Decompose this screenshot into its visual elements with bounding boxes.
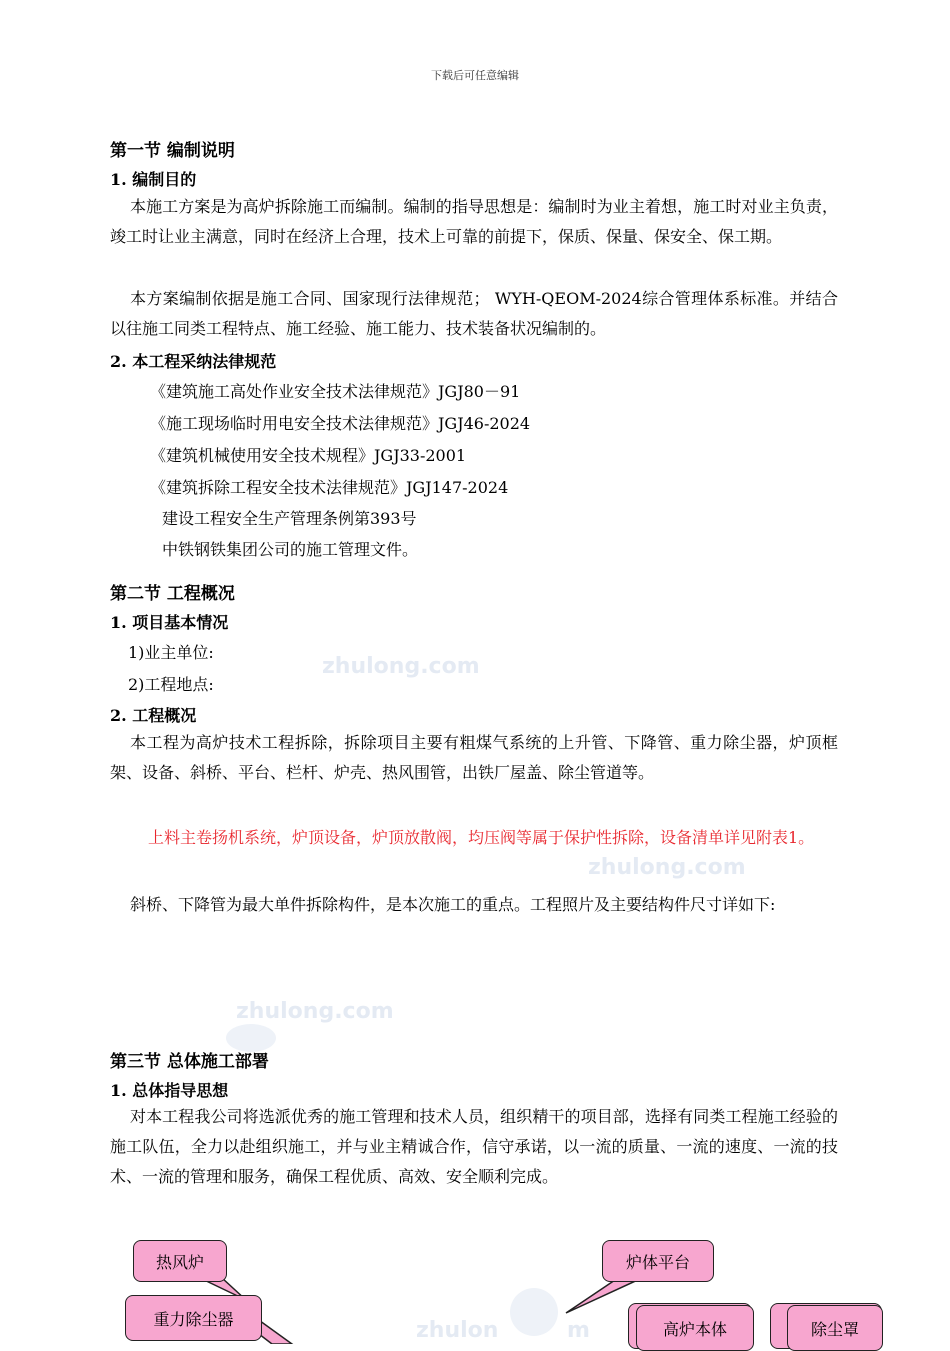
law-item: 中铁钢铁集团公司的施工管理文件。 bbox=[162, 540, 419, 559]
callout-label: 高炉本体 bbox=[662, 1319, 727, 1339]
section-title: 第三节 总体施工部署 bbox=[110, 1052, 269, 1072]
callout-label: 除尘罩 bbox=[810, 1319, 859, 1339]
law-item: 《建筑拆除工程安全技术法律规范》JGJ147-2024 bbox=[150, 478, 509, 497]
subsection-title: 2. 工程概况 bbox=[110, 706, 197, 725]
callout-furnace-platform bbox=[602, 1240, 714, 1282]
highlight-paragraph: 上料主卷扬机系统，炉顶设备，炉顶放散阀，均压阀等属于保护性拆除，设备清单详见附表1。 bbox=[148, 828, 815, 847]
page-header: 下载后可任意编辑 bbox=[431, 69, 519, 82]
paragraph: 本施工方案是为高炉拆除施工而编制。编制的指导思想是：编制时为业主着想，施工时对业主负责，竣工时让业主满意，同时在经济上合理，技术上可靠的前提下，保质、保量、保安全、保工期。 bbox=[110, 197, 838, 246]
law-item: 建设工程安全生产管理条例第393号 bbox=[162, 509, 417, 528]
paragraph: 对本工程我公司将选派优秀的施工管理和技术人员，组织精干的项目部，选择有同类工程施工经验的施工队伍，全力以赴组织施工，并与业主精诚合作，信守承诺，以一流的质量、一流的速度、一流的技术、一流的管理和服务，确保工程优质、高效、安全顺利完成。 bbox=[110, 1107, 838, 1186]
info-item: 2)工程地点: bbox=[128, 675, 214, 694]
watermark: zhulong.com bbox=[588, 855, 746, 880]
law-item: 《建筑施工高处作业安全技术法律规范》JGJ80－91 bbox=[150, 382, 521, 401]
callout-label: 热风炉 bbox=[155, 1252, 204, 1272]
subsection-title: 1. 总体指导思想 bbox=[110, 1081, 229, 1100]
law-item: 《施工现场临时用电安全技术法律规范》JGJ46-2024 bbox=[150, 414, 531, 433]
subsection-title: 1. 项目基本情况 bbox=[110, 613, 229, 632]
paragraph: 本方案编制依据是施工合同、国家现行法律规范； WYH-QEOM-2024综合管理体系标准。并结合以往施工同类工程特点、施工经验、施工能力、技术装备状况编制的。 bbox=[110, 289, 838, 338]
callout-hot-stove bbox=[133, 1240, 227, 1282]
callout-label: 重力除尘器 bbox=[153, 1309, 234, 1329]
subsection-title: 2. 本工程采纳法律规范 bbox=[110, 352, 277, 371]
info-item: 1)业主单位: bbox=[128, 643, 214, 662]
section-title: 第二节 工程概况 bbox=[110, 584, 235, 604]
section-title: 第一节 编制说明 bbox=[110, 141, 235, 161]
watermark: zhulong.com bbox=[322, 654, 480, 679]
paragraph: 斜桥、下降管为最大单件拆除构件，是本次施工的重点。工程照片及主要结构件尺寸详如下: bbox=[130, 895, 776, 914]
callout-gravity-dust-collector bbox=[125, 1295, 262, 1341]
subsection-title: 1. 编制目的 bbox=[110, 170, 197, 189]
paragraph: 本工程为高炉技术工程拆除，拆除项目主要有粗煤气系统的上升管、下降管、重力除尘器，炉顶框架、设备、斜桥、平台、栏杆、炉壳、热风围管，出铁厂屋盖、除尘管道等。 bbox=[110, 733, 838, 782]
watermark: m bbox=[567, 1318, 590, 1343]
law-item: 《建筑机械使用安全技术规程》JGJ33-2001 bbox=[150, 446, 467, 465]
callout-furnace-body bbox=[636, 1305, 754, 1351]
watermark: zhulong.com bbox=[236, 999, 394, 1024]
watermark: zhulon bbox=[416, 1318, 499, 1343]
callout-label: 炉体平台 bbox=[625, 1252, 690, 1272]
callout-dust-hood bbox=[787, 1305, 883, 1351]
